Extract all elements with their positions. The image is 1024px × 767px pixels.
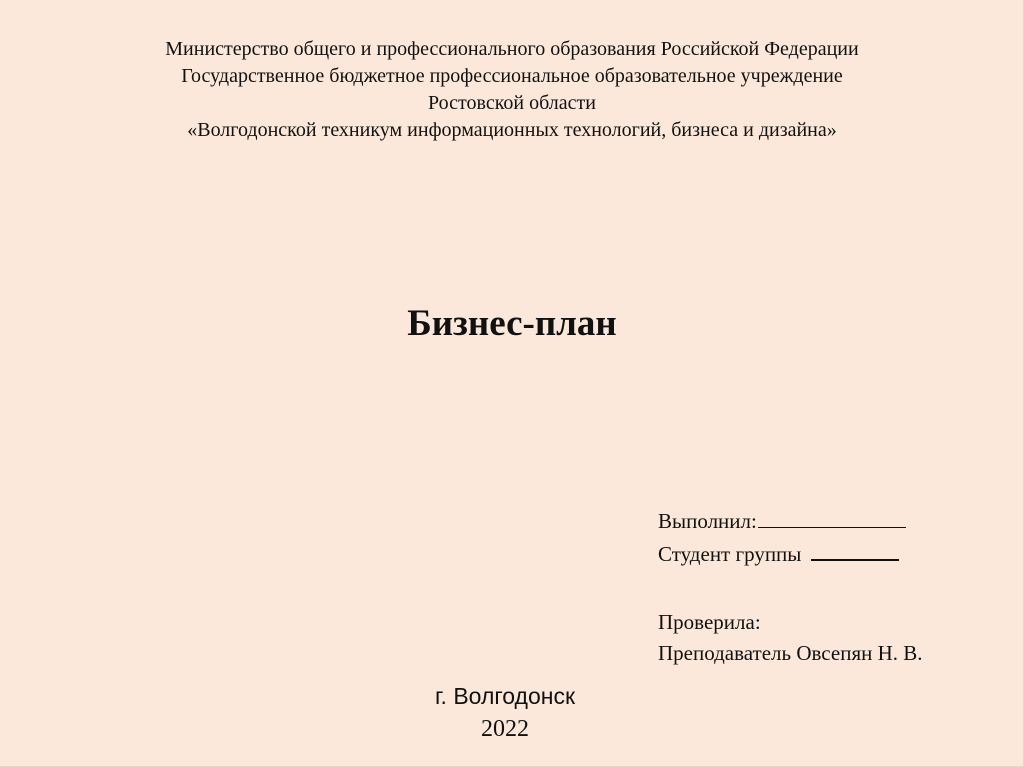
institution-header <box>0 36 1024 144</box>
header-line-college-name: «Волгодонской техникум информационных технологий, бизнеса и дизайна» <box>187 119 837 141</box>
performed-by-line <box>658 505 923 537</box>
header-line-region: Ростовской области <box>428 92 596 114</box>
header-line-institution: Государственное бюджетное профессиональное образовательное учреждение <box>181 65 843 87</box>
footer-year: 2022 <box>481 716 529 742</box>
signature-block <box>658 505 923 669</box>
student-group-blank <box>811 537 899 561</box>
document-title: Бизнес-план <box>407 303 617 344</box>
teacher-name: Преподаватель Овсепян Н. В. <box>658 641 923 665</box>
student-group-line <box>658 537 923 570</box>
checked-by-label: Проверила: <box>658 610 761 634</box>
student-group-label: Студент группы <box>658 542 802 566</box>
header-line-ministry: Министерство общего и профессионального образования Российской Федерации <box>165 38 859 60</box>
footer-city: г. Волгодонск <box>434 683 576 709</box>
performed-by-label: Выполнил: <box>658 509 757 533</box>
performed-by-blank <box>758 505 906 528</box>
